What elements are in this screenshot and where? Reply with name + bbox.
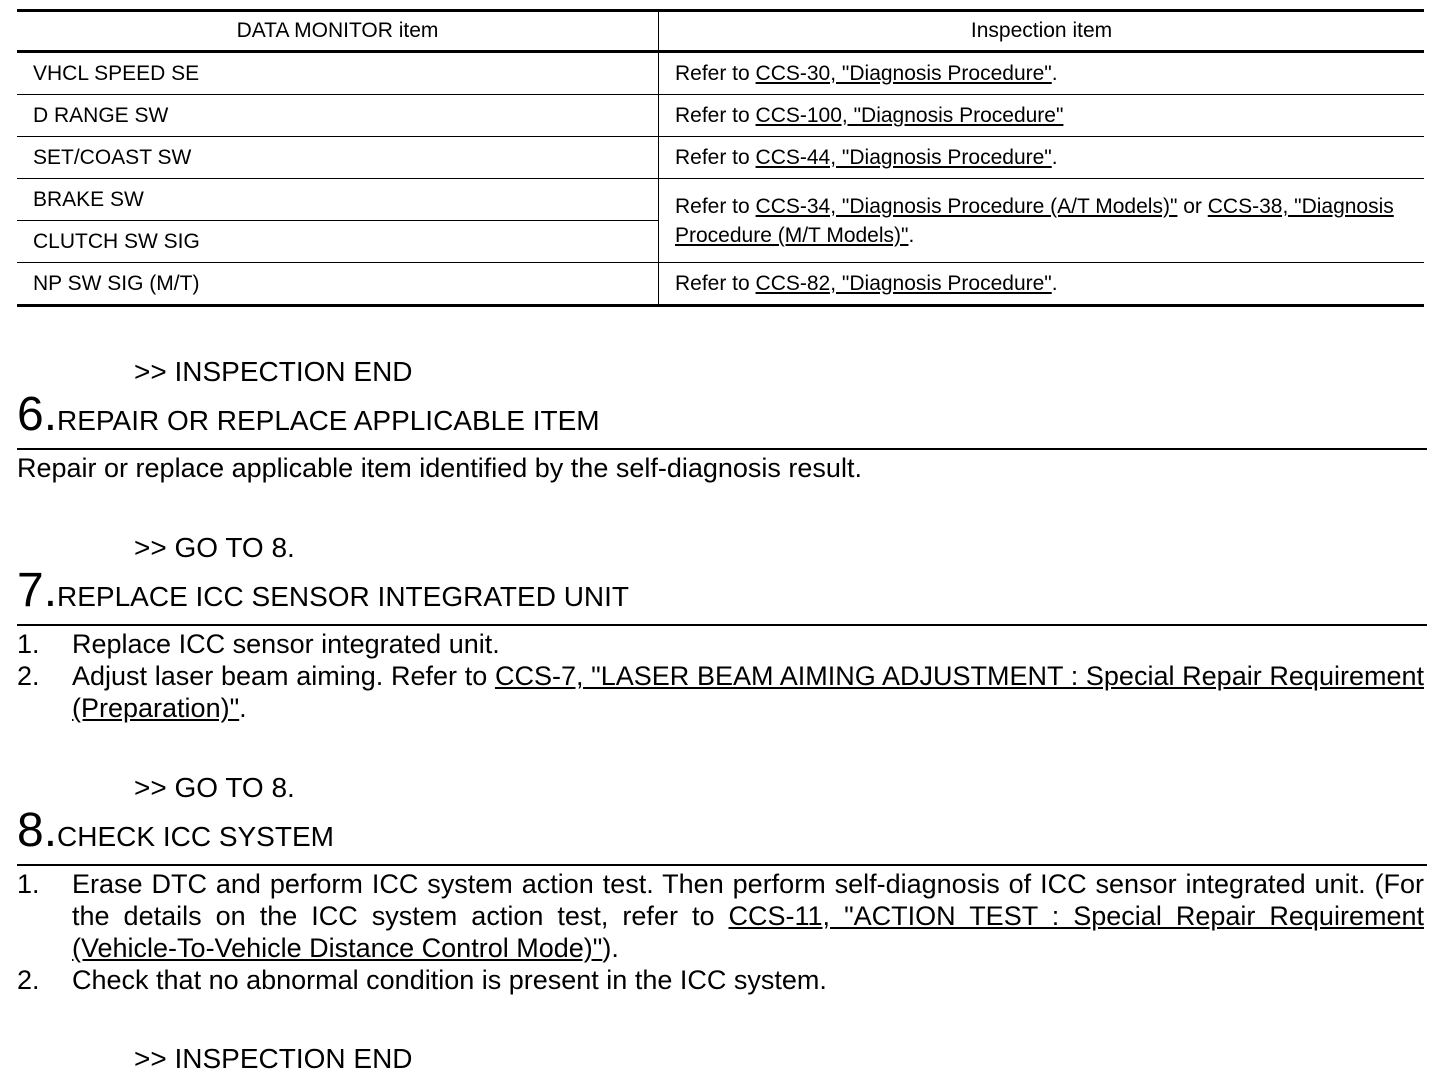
inspection-end-marker: >> INSPECTION END bbox=[134, 356, 413, 387]
item-number: 1. bbox=[17, 629, 40, 659]
monitor-item-cell: CLUTCH SW SIG bbox=[17, 221, 659, 263]
inspection-cell bbox=[659, 263, 1425, 306]
item-text: Adjust laser beam aiming. Refer to bbox=[72, 661, 495, 691]
step-6-text: Repair or replace applicable item identified by the self-diagnosis result. bbox=[17, 453, 862, 483]
ccs-44-link[interactable]: CCS-44, "Diagnosis Procedure" bbox=[755, 145, 1052, 169]
ccs-34-link[interactable]: CCS-34, "Diagnosis Procedure (A/T Models)" bbox=[755, 194, 1178, 218]
suffix-text: . bbox=[908, 223, 915, 247]
step-7-heading bbox=[17, 563, 629, 618]
heading-rule bbox=[17, 864, 1427, 866]
item-number: 2. bbox=[17, 661, 40, 691]
suffix-text: . bbox=[1051, 271, 1058, 295]
step-title: REPLACE ICC SENSOR INTEGRATED UNIT bbox=[57, 581, 630, 612]
item-text: Erase DTC and perform ICC system action test. Then perform self-diagnosis of ICC sensor integrated unit. (For the details on the ICC system action test, refer to bbox=[72, 869, 1424, 931]
table-row bbox=[17, 263, 1424, 306]
inspection-end-marker: >> INSPECTION END bbox=[134, 1043, 413, 1074]
monitor-item-cell: NP SW SIG (M/T) bbox=[17, 263, 659, 306]
heading-rule bbox=[17, 448, 1427, 450]
step-6-heading bbox=[17, 387, 600, 442]
or-text: or bbox=[1177, 194, 1208, 218]
ccs-7-link[interactable]: CCS-7, "LASER BEAM AIMING ADJUSTMENT : Special Repair Requirement (Preparation)" bbox=[72, 661, 1424, 723]
monitor-item-cell: SET/COAST SW bbox=[17, 137, 659, 179]
suffix-text: . bbox=[1051, 145, 1058, 169]
list-item bbox=[17, 964, 1424, 996]
table-row bbox=[17, 95, 1424, 137]
list-item bbox=[17, 628, 1424, 660]
ccs-82-link[interactable]: CCS-82, "Diagnosis Procedure" bbox=[755, 271, 1052, 295]
header-inspection-item: Inspection item bbox=[659, 11, 1425, 52]
step-number: 8. bbox=[17, 804, 58, 857]
step-title: CHECK ICC SYSTEM bbox=[57, 821, 334, 852]
table-row bbox=[17, 179, 1424, 221]
heading-rule bbox=[17, 624, 1427, 626]
monitor-item-cell: D RANGE SW bbox=[17, 95, 659, 137]
table-row bbox=[17, 137, 1424, 179]
step-8-list bbox=[17, 868, 1424, 996]
refer-text: Refer to bbox=[675, 61, 756, 85]
step-number: 7. bbox=[17, 564, 58, 617]
list-item bbox=[17, 868, 1424, 964]
table-row bbox=[17, 52, 1424, 95]
item-text: Replace ICC sensor integrated unit. bbox=[72, 629, 500, 659]
refer-text: Refer to bbox=[675, 103, 756, 127]
step-title: REPAIR OR REPLACE APPLICABLE ITEM bbox=[57, 405, 600, 436]
step-8-heading bbox=[17, 803, 334, 858]
list-item bbox=[17, 660, 1424, 724]
suffix-text: . bbox=[1051, 61, 1058, 85]
inspection-cell bbox=[659, 137, 1425, 179]
inspection-cell bbox=[659, 95, 1425, 137]
header-data-monitor-item: DATA MONITOR item bbox=[17, 11, 659, 52]
item-number: 1. bbox=[17, 869, 40, 899]
suffix-text: . bbox=[239, 693, 247, 723]
step-7-list bbox=[17, 628, 1424, 724]
ccs-11-link[interactable]: CCS-11, "ACTION TEST : Special Repair Requirement (Vehicle-To-Vehicle Distance Control Mode)" bbox=[72, 901, 1424, 963]
item-text: Check that no abnormal condition is present in the ICC system. bbox=[72, 965, 827, 995]
inspection-cell-shared bbox=[659, 179, 1425, 263]
refer-text: Refer to bbox=[675, 271, 756, 295]
refer-text: Refer to bbox=[675, 145, 756, 169]
ccs-100-link[interactable]: CCS-100, "Diagnosis Procedure" bbox=[755, 103, 1064, 127]
item-number: 2. bbox=[17, 965, 40, 995]
suffix-text: ). bbox=[602, 933, 619, 963]
monitor-item-cell: BRAKE SW bbox=[17, 179, 659, 221]
table-header-row bbox=[17, 11, 1424, 52]
ccs-30-link[interactable]: CCS-30, "Diagnosis Procedure" bbox=[755, 61, 1052, 85]
inspection-cell bbox=[659, 52, 1425, 95]
data-monitor-table bbox=[17, 9, 1424, 307]
goto-8-marker: >> GO TO 8. bbox=[134, 772, 295, 803]
refer-text: Refer to bbox=[675, 194, 756, 218]
goto-8-marker: >> GO TO 8. bbox=[134, 532, 295, 563]
monitor-item-cell: VHCL SPEED SE bbox=[17, 52, 659, 95]
step-number: 6. bbox=[17, 388, 58, 441]
ccs-38-link[interactable]: CCS-38, "Diagnosis Procedure (M/T Models)" bbox=[675, 194, 1394, 247]
